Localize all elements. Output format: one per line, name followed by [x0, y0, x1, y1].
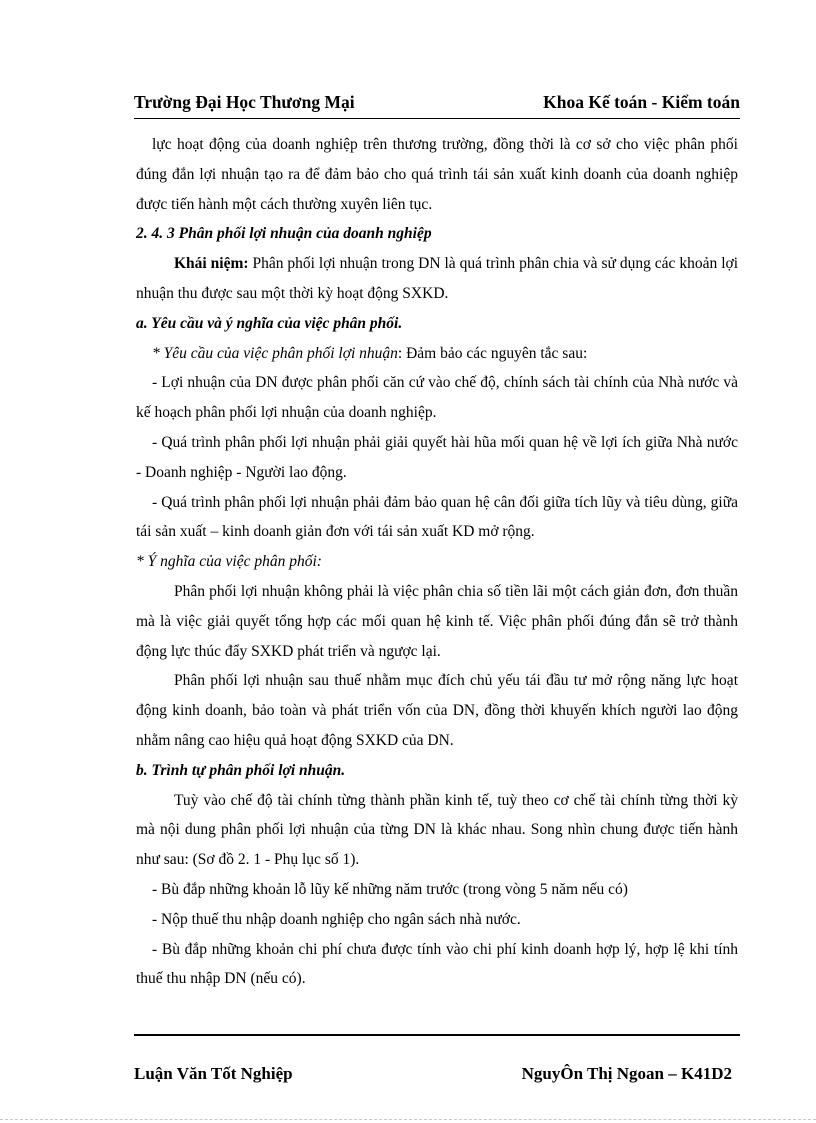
paragraph-continuation: lực hoạt động của doanh nghiệp trên thương trường, đồng thời là cơ sở cho việc phân phối đúng đắn lợi nhuận tạo ra để đảm bảo cho quá trình tái sản xuất kinh doanh của doanh nghiệp được tiến hành một cách thường xuyên liên tục.	[136, 136, 738, 213]
subheading-b: b. Trình tự phân phối lợi nhuận.	[136, 761, 346, 779]
subheading-meaning: * Ý nghĩa của việc phân phối:	[136, 553, 322, 571]
page-footer	[134, 1064, 732, 1084]
list-item-requirement-1: - Lợi nhuận của DN được phân phối căn cứ vào chế độ, chính sách tài chính của Nhà nước và kế hoạch phân phối lợi nhuận của doanh nghiệp.	[136, 374, 738, 422]
list-item-step-2: - Nộp thuế thu nhập doanh nghiệp cho ngân sách nhà nước.	[152, 910, 521, 928]
paragraph-definition	[136, 249, 738, 309]
document-body	[136, 130, 738, 994]
list-item-step-1: - Bù đắp những khoản lỗ lũy kế những năm trước (trong vòng 5 năm nếu có)	[152, 880, 628, 898]
definition-label: Khái niệm:	[174, 255, 249, 273]
header-divider	[134, 118, 740, 119]
footer-thesis-title: Luận Văn Tốt Nghiệp	[134, 1064, 293, 1083]
footer-author: NguyÔn Thị Ngoan – K41D2	[521, 1064, 732, 1083]
paragraph-sequence: Tuỳ vào chế độ tài chính từng thành phần kinh tế, tuỳ theo cơ chế tài chính từng thời kỳ mà nội dung phân phối lợi nhuận của từng DN là khác nhau. Song nhìn chung được tiến hành như sau: (Sơ đồ 2. 1 - Phụ lục số 1).	[136, 791, 738, 869]
definition-text: Phân phối lợi nhuận trong DN là quá trình phân chia và sử dụng các khoản lợi nhuận thu được sau một thời kỳ hoạt động SXKD.	[136, 255, 738, 302]
paragraph-requirements	[136, 339, 738, 369]
list-item-requirement-3: - Quá trình phân phối lợi nhuận phải đảm bảo quan hệ cân đối giữa tích lũy và tiêu dùng, giữa tái sản xuất – kinh doanh giản đơn với tái sản xuất KD mở rộng.	[136, 493, 738, 541]
header-university: Trường Đại Học Thương Mại	[134, 92, 355, 112]
page-bottom-edge	[0, 1119, 816, 1120]
paragraph-meaning-2: Phân phối lợi nhuận sau thuế nhằm mục đích chủ yếu tái đầu tư mở rộng năng lực hoạt động kinh doanh, bảo toàn và phát triển vốn của DN, đồng thời khuyến khích người lao động nhằm nâng cao hiệu quả hoạt động SXKD của DN.	[136, 672, 738, 749]
page-header	[134, 92, 740, 113]
requirements-text: : Đảm bảo các nguyên tắc sau:	[397, 344, 588, 362]
requirements-label: * Yêu cầu của việc phân phối lợi nhuận	[152, 344, 398, 362]
list-item-step-3: - Bù đắp những khoản chi phí chưa được tính vào chi phí kinh doanh hợp lý, hợp lệ khi tính thuế thu nhập DN (nếu có).	[136, 940, 738, 988]
paragraph-meaning-1: Phân phối lợi nhuận không phải là việc phân chia số tiền lãi một cách giản đơn, đơn thuần mà là việc giải quyết tổng hợp các mối quan hệ kinh tế. Việc phân phối đúng đắn sẽ trở thành động lực thúc đẩy SXKD phát triển và ngược lại.	[136, 582, 738, 660]
subheading-a: a. Yêu cầu và ý nghĩa của việc phân phối.	[136, 314, 403, 332]
footer-divider	[134, 1034, 740, 1036]
header-faculty: Khoa Kế toán - Kiểm toán	[543, 92, 740, 112]
section-heading-2-4-3: 2. 4. 3 Phân phối lợi nhuận của doanh nghiệp	[136, 225, 432, 243]
list-item-requirement-2: - Quá trình phân phối lợi nhuận phải giải quyết hài hũa mối quan hệ về lợi ích giữa Nhà nước - Doanh nghiệp - Người lao động.	[136, 433, 738, 481]
